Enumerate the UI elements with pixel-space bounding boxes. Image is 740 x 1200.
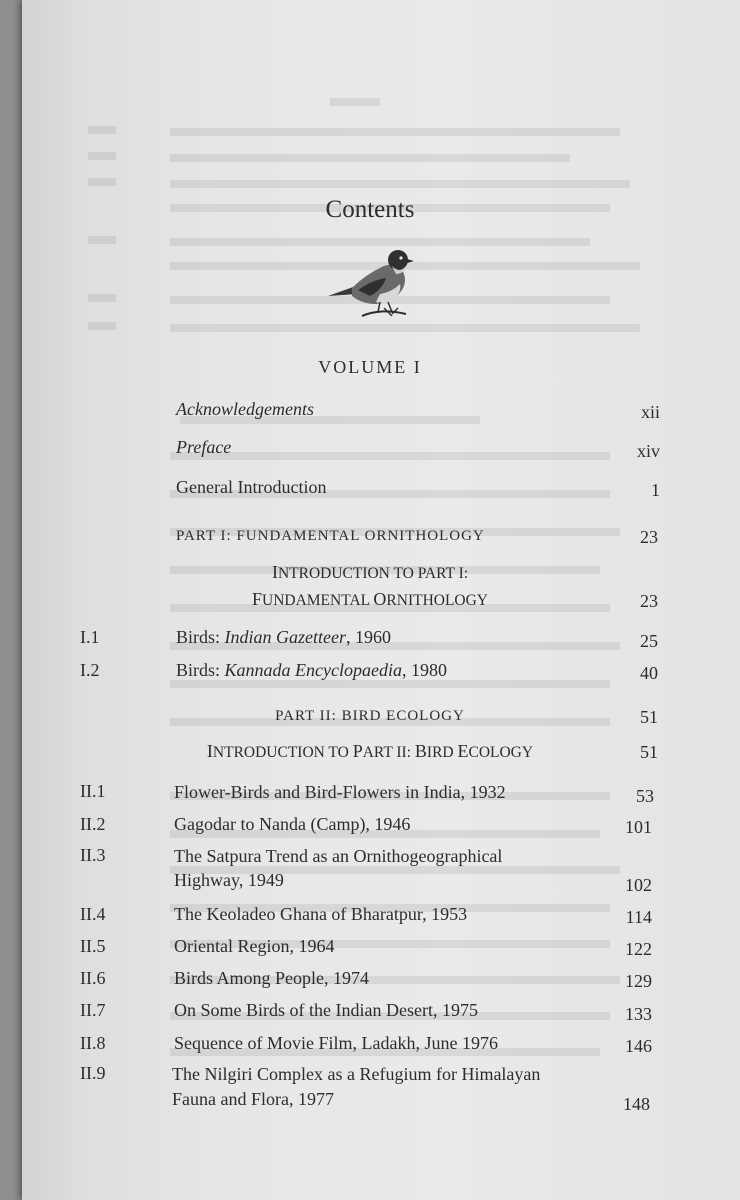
entry-number: II.6: [80, 968, 106, 988]
part-heading[interactable]: PART I: FUNDAMENTAL ORNITHOLOGY: [176, 528, 485, 544]
entry-number: II.4: [80, 904, 106, 924]
toc-entry[interactable]: The Satpura Trend as an Ornithogeographical: [174, 846, 503, 866]
part-heading[interactable]: PART II: BIRD ECOLOGY: [275, 708, 465, 724]
toc-entry[interactable]: Flower-Birds and Bird-Flowers in India, 1932: [174, 782, 506, 802]
toc-entry-acknowledgements[interactable]: Acknowledgements: [176, 399, 314, 419]
page-number: xiv: [636, 441, 660, 461]
page-number: 133: [625, 1004, 652, 1024]
toc-entry[interactable]: Gagodar to Nanda (Camp), 1946: [174, 814, 411, 834]
toc-entry[interactable]: Birds Among People, 1974: [174, 968, 370, 988]
toc-entry[interactable]: Sequence of Movie Film, Ladakh, June 1976: [174, 1033, 498, 1053]
entry-number: II.9: [80, 1063, 106, 1083]
entry-number: II.5: [80, 936, 106, 956]
toc-entry-cont: Fauna and Flora, 1977: [172, 1089, 334, 1109]
page-number: 129: [625, 971, 652, 991]
toc-entry-cont: Highway, 1949: [174, 870, 284, 890]
page-number: 51: [640, 742, 658, 762]
page-number: xii: [640, 402, 660, 422]
page-number: 148: [623, 1094, 650, 1114]
sparrow-illustration: [322, 244, 418, 324]
entry-number: II.7: [80, 1000, 106, 1020]
page-title: Contents: [325, 196, 415, 223]
toc-entry[interactable]: Birds: Indian Gazetteer, 1960: [176, 627, 391, 647]
part-introduction-entry-cont: FUNDAMENTAL ORNITHOLOGY: [251, 589, 489, 609]
toc-entry-preface[interactable]: Preface: [176, 437, 232, 457]
page-number: 146: [625, 1036, 652, 1056]
page-number: 53: [636, 786, 654, 806]
volume-heading: VOLUME I: [318, 357, 422, 377]
toc-entry[interactable]: The Nilgiri Complex as a Refugium for Himalayan: [172, 1064, 541, 1084]
page-number: 40: [640, 663, 658, 683]
toc-entry[interactable]: The Keoladeo Ghana of Bharatpur, 1953: [174, 904, 468, 924]
part-introduction-entry[interactable]: INTRODUCTION TO PART II: BIRD ECOLOGY: [206, 741, 534, 761]
page-number: 122: [625, 939, 652, 959]
toc-entry[interactable]: Oriental Region, 1964: [174, 936, 335, 956]
page-number: 1: [651, 480, 660, 500]
part-introduction-entry[interactable]: INTRODUCTION TO PART I:: [271, 562, 469, 582]
toc-entry-general-introduction[interactable]: General Introduction: [176, 477, 327, 497]
page-number: 23: [640, 527, 658, 547]
page-number: 101: [625, 817, 652, 837]
entry-number: I.1: [80, 627, 100, 647]
entry-number: II.3: [80, 845, 106, 865]
entry-number: II.2: [80, 814, 106, 834]
page-number: 51: [640, 707, 658, 727]
page-number: 114: [625, 907, 652, 927]
page-number: 25: [640, 631, 658, 651]
page-number: 102: [625, 875, 652, 895]
entry-number: II.1: [80, 781, 106, 801]
page-number: 23: [640, 591, 658, 611]
toc-entry[interactable]: On Some Birds of the Indian Desert, 1975: [174, 1000, 478, 1020]
entry-number: II.8: [80, 1033, 106, 1053]
entry-number: I.2: [80, 660, 100, 680]
toc-entry[interactable]: Birds: Kannada Encyclopaedia, 1980: [176, 660, 447, 680]
